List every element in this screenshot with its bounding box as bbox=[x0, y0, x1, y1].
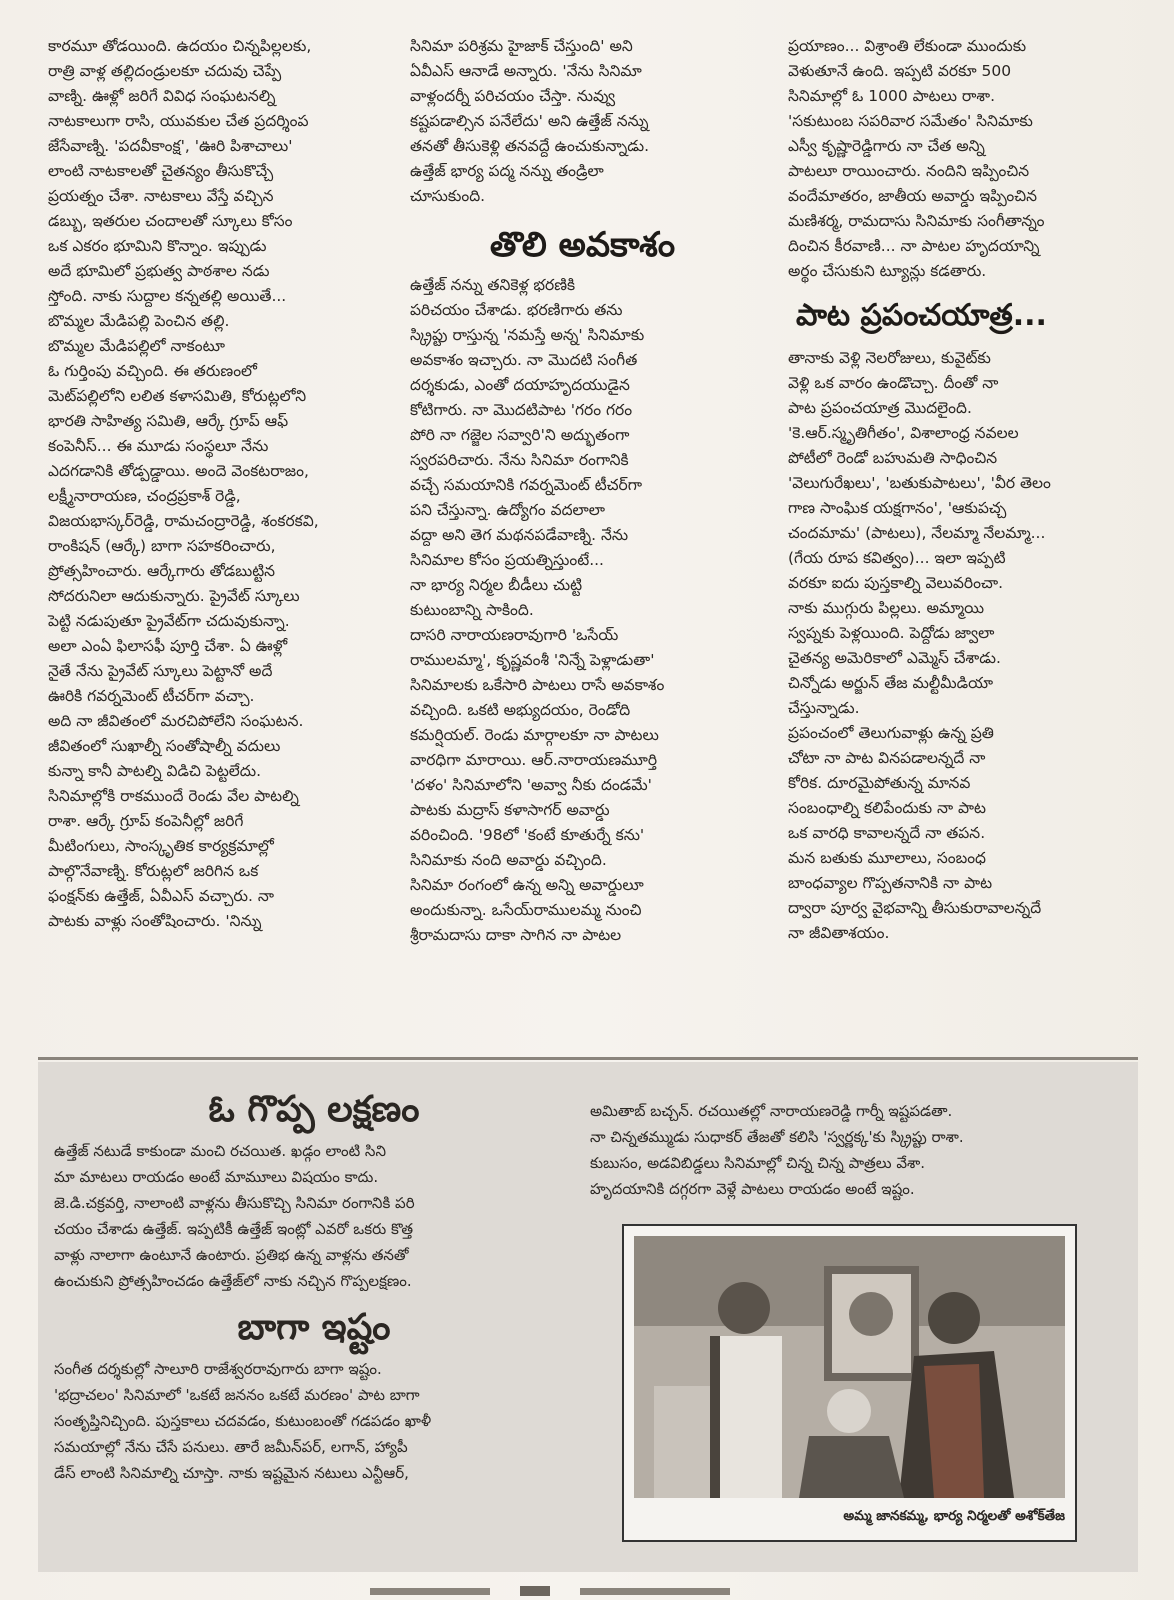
paragraph: ప్రయాణం... విశ్రాంతి లేకుండా ముందుకు వెళుతూనే ఉంది. ఇప్పటి వరకూ 500 సినిమాల్లో ఓ 1000 పాటలు రాశా. 'సకుటుంబ సపరివార సమేతం' సినిమాకు ఎస్వీ కృష్ణారెడ్డిగారు నా చేత అన్ని పాటలూ రాయించారు. నందిని ఇప్పించిన వందేమాతరం, జాతీయ అవార్డు ఇప్పించిన మణిశర్మ, రామదాసు సినిమాకు సంగీతాన్నం దించిన కీరవాణి... నా పాటల హృదయాన్ని అర్థం చేసుకుని ట్యూన్లు కడతారు. bbox=[788, 37, 1045, 280]
article-column-1 bbox=[48, 34, 393, 934]
paragraph: బొమ్మల మేడిపల్లిలో నాకంటూ ఓ గుర్తింపు వచ్చింది. ఈ తరుణంలో మెట్‌పల్లిలోని లలిత కళాసమితి, కోరుట్లలోని భారతి సాహిత్య సమితి, ఆర్కే గ్రూప్ ఆఫ్ కంపెనీస్... ఈ మూడు సంస్థలూ నేను ఎదగడానికి తోడ్పడ్డాయి. అందె వెంకటరాజం, లక్ష్మీనారాయణ, చంద్రప్రకాశ్ రెడ్డి, విజయభాస్కర్‌రెడ్డి, రామచంద్రారెడ్డి, శంకరకవి, రాంకిషన్ (ఆర్కే) బాగా సహకరించారు, ప్రోత్సహించారు. ఆర్కేగారు తోడబుట్టిన సోదరునిలా ఆదుకున్నారు. ప్రైవేట్ స్కూలు పెట్టి నడుపుతూ ప్రైవేట్‌గా చదువుకున్నా. అలా ఎంఏ ఫిలాసఫీ పూర్తి చేశా. ఏ ఊళ్లో నైతే నేను ప్రైవేట్ స్కూలు పెట్టానో అదే ఊరికి గవర్నమెంట్ టీచర్‌గా వచ్చా. అది నా జీవితంలో మరచిపోలేని సంఘటన. bbox=[48, 337, 319, 730]
article-column-3 bbox=[788, 34, 1133, 946]
section-divider bbox=[38, 1057, 1138, 1060]
box-heading: ఓ గొప్ప లక్షణం bbox=[208, 1089, 420, 1130]
paragraph: నాకు ముగ్గురు పిల్లలు. అమ్మాయి స్వప్నకు పెళ్లయింది. పెద్దోడు జ్వాలా చైతన్య అమెరికాలో ఎమ్మెస్ చేశాడు. చిన్నోడు అర్జున్ తేజ మల్టీమీడియా చేస్తున్నాడు. bbox=[788, 599, 1001, 717]
paragraph: ఉత్తేజ్ నటుడే కాకుండా మంచి రచయిత. ఖడ్గం లాంటి సిని మా మాటలు రాయడం అంటే మామూలు విషయం కాదు. జె.డి.చక్రవర్తి, నాలాంటి వాళ్లను తీసుకొచ్చి సినిమా రంగానికి పరి చయం చేశాడు ఉత్తేజ్. ఇప్పటికీ ఉత్తేజ్ ఇంట్లో ఎవరో ఒకరు కొత్త వాళ్లు నాలాగా ఉంటూనే ఉంటారు. ప్రతిభ ఉన్న వాళ్లను తనతో ఉంచుకుని ప్రోత్సహించడం ఉత్తేజ్‌లో నాకు నచ్చిన గొప్పలక్షణం. bbox=[54, 1142, 415, 1290]
paragraph: అమితాబ్ బచ్చన్. రచయితల్లో నారాయణరెడ్డి గార్నీ ఇష్టపడతా. నా చిన్నతమ్ముడు సుధాకర్ తేజతో కలిసి 'స్వర్ణక్క'కు స్క్రిప్టు రాశా. కుబుసం, అడవిబిడ్డలు సినిమాల్లో చిన్న చిన్న పాత్రలు వేశా. హృదయానికి దగ్గరగా వెళ్లే పాటలు రాయడం అంటే ఇష్టం. bbox=[590, 1102, 964, 1198]
box-heading: బాగా ఇష్టం bbox=[237, 1307, 391, 1348]
paragraph: ప్రపంచంలో తెలుగువాళ్లు ఉన్న ప్రతి చోటా నా పాట వినపడాలన్నదే నా కోరిక. దూరమైపోతున్న మానవ సంబంధాల్ని కలిపేందుకు నా పాట ఒక వారధి కావాలన్నదే నా తపన. మన బతుకు మూలాలు, సంబంధ బాంధవ్యాల గొప్పతనానికి నా పాట ద్వారా పూర్వ వైభవాన్ని తీసుకురావాలన్నదే నా జీవితాశయం. bbox=[788, 724, 1042, 942]
paragraph: దాసరి నారాయణరావుగారి 'ఒసేయ్ రాములమ్మా', కృష్ణవంశీ 'నిన్నే పెళ్లాడుతా' సినిమాలకు ఒకేసారి పాటలు రాసే అవకాశం వచ్చింది. ఒకటి అభ్యుదయం, రెండోది కమర్షియల్. రెండు మార్గాలకూ నా పాటలు వారధిగా మారాయి. ఆర్.నారాయణమూర్తి 'దళం' సినిమాలోని 'అవ్వా నీకు దండమే' పాటకు మద్రాస్ కళాసాగర్ అవార్డు వరించింది. '98లో 'కంటే కూతుర్నే కను' సినిమాకు నంది అవార్డు వచ్చింది. సినిమా రంగంలో ఉన్న అన్ని అవార్డులూ అందుకున్నా. ఒసేయ్‌రాములమ్మ నుంచి శ్రీరామదాసు దాకా సాగిన నా పాటల bbox=[410, 626, 665, 944]
photo-illustration bbox=[634, 1236, 1065, 1498]
family-photo bbox=[622, 1224, 1077, 1542]
page-footer-strip bbox=[360, 1582, 780, 1600]
paragraph: తానాకు వెళ్లి నెలరోజులు, కువైట్‌కు వెళ్లి ఒక వారం ఉండొచ్చా. దీంతో నా పాట ప్రపంచయాత్ర మొదలైంది. 'కె.ఆర్.స్మృతిగీతం', విశాలాంధ్ర నవలల పోటీలో రెండో బహుమతి సాధించిన 'వెలుగురేఖలు', 'బతుకుపాటలు', 'వీర తెలం గాణ సాంఘిక యక్షగానం', 'ఆకుపచ్చ చందమామ' (పాటలు), నేలమ్మా నేలమ్మా... (గేయ రూప కవిత్వం)... ఇలా ఇప్పటి వరకూ ఐదు పుస్తకాల్ని వెలువరించా. bbox=[788, 349, 1051, 592]
paragraph: జీవితంలో సుఖాల్నీ సంతోషాల్నీ వదులు కున్నా కానీ పాటల్ని విడిచి పెట్టలేదు. సినిమాల్లోకి రాకముందే రెండు వేల పాటల్ని రాశా. ఆర్కే గ్రూప్ కంపెనీల్లో జరిగే మీటింగులు, సాంస్కృతిక కార్యక్రమాల్లో పాల్గొనేవాణ్ని. కోరుట్లలో జరిగిన ఒక ఫంక్షన్‌కు ఉత్తేజ్, ఏవీఎస్ వచ్చారు. నా పాటకు వాళ్లు సంతోషించారు. 'నిన్ను bbox=[48, 737, 299, 930]
photo-caption: అమ్మ జానకమ్మ, భార్య నిర్మలతో అశోక్‌తేజ bbox=[843, 1508, 1065, 1524]
paragraph: కారమూ తోడయింది. ఉదయం చిన్నపిల్లలకు, రాత్రి వాళ్ల తల్లిదండ్రులకూ చదువు చెప్పే వాణ్ని. ఊళ్లో జరిగే వివిధ సంఘటనల్ని నాటకాలుగా రాసి, యువకుల చేత ప్రదర్శింప జేసేవాణ్ని. 'పదవీకాంక్ష', 'ఊరి పిశాచాలు' లాంటి నాటకాలతో చైతన్యం తీసుకొచ్చే ప్రయత్నం చేశా. నాటకాలు వేస్తే వచ్చిన డబ్బు, ఇతరుల చందాలతో స్కూలు కోసం ఒక ఎకరం భూమిని కొన్నాం. ఇప్పుడు అదే భూమిలో ప్రభుత్వ పాఠశాల నడు స్తోంది. నాకు సుద్దాల కన్నతల్లి అయితే... బొమ్మల మేడిపల్లి పెంచిన తల్లి. bbox=[48, 37, 312, 330]
sidebar-box bbox=[38, 1062, 1138, 1572]
section-heading: పాట ప్రపంచయాత్ర... bbox=[796, 298, 1047, 333]
article-column-2 bbox=[410, 34, 755, 948]
sidebar-right-column bbox=[590, 1098, 1120, 1202]
section-heading: తొలి అవకాశం bbox=[489, 225, 676, 265]
paragraph: సంగీత దర్శకుల్లో సాలూరి రాజేశ్వరరావుగారు బాగా ఇష్టం. 'భద్రాచలం' సినిమాలో 'ఒకటే జననం ఒకటే మరణం' పాట బాగా సంతృప్తినిచ్చింది. పుస్తకాలు చదవడం, కుటుంబంతో గడపడం ఖాళీ సమయాల్లో నేను చేసే పనులు. తారే జమీన్‌పర్, లగాన్, హ్యాపీ డేస్ లాంటి సినిమాల్ని చూస్తా. నాకు ఇష్టమైన నటులు ఎన్టీఆర్, bbox=[54, 1360, 432, 1482]
sidebar-left-column bbox=[54, 1086, 574, 1486]
paragraph: ఉత్తేజ్ నన్ను తనికెళ్ల భరణికి పరిచయం చేశాడు. భరణిగారు తను స్క్రిప్టు రాస్తున్న 'నమస్తే అన్న' సినిమాకు అవకాశం ఇచ్చారు. నా మొదటి సంగీత దర్శకుడు, ఎంతో దయాహృదయుడైన కోటిగారు. నా మొదటిపాట 'గరం గరం పోరి నా గజ్జెల సవ్వారి'ని అద్భుతంగా స్వరపరిచారు. నేను సినిమా రంగానికి వచ్చే సమయానికి గవర్నమెంట్ టీచర్‌గా పని చేస్తున్నా. ఉద్యోగం వదలాలా వద్దా అని తెగ మథనపడేవాణ్ని. నేను సినిమాల కోసం ప్రయత్నిస్తుంటే... నా భార్య నిర్మల బీడీలు చుట్టి కుటుంబాన్ని సాకింది. bbox=[410, 276, 645, 619]
photo-image bbox=[634, 1236, 1065, 1498]
paragraph: సినిమా పరిశ్రమ హైజాక్ చేస్తుంది' అని ఏవీఎస్ ఆనాడే అన్నారు. 'నేను సినిమా వాళ్లందర్నీ పరిచయం చేస్తా. నువ్వు కష్టపడాల్సిన పనేలేదు' అని ఉత్తేజ్ నన్ను తనతో తీసుకెళ్లి తనవద్దే ఉంచుకున్నాడు. ఉత్తేజ్ భార్య పద్మ నన్ను తండ్రిలా చూసుకుంది. bbox=[410, 37, 650, 205]
footer-cropped-text-icon bbox=[360, 1582, 780, 1600]
